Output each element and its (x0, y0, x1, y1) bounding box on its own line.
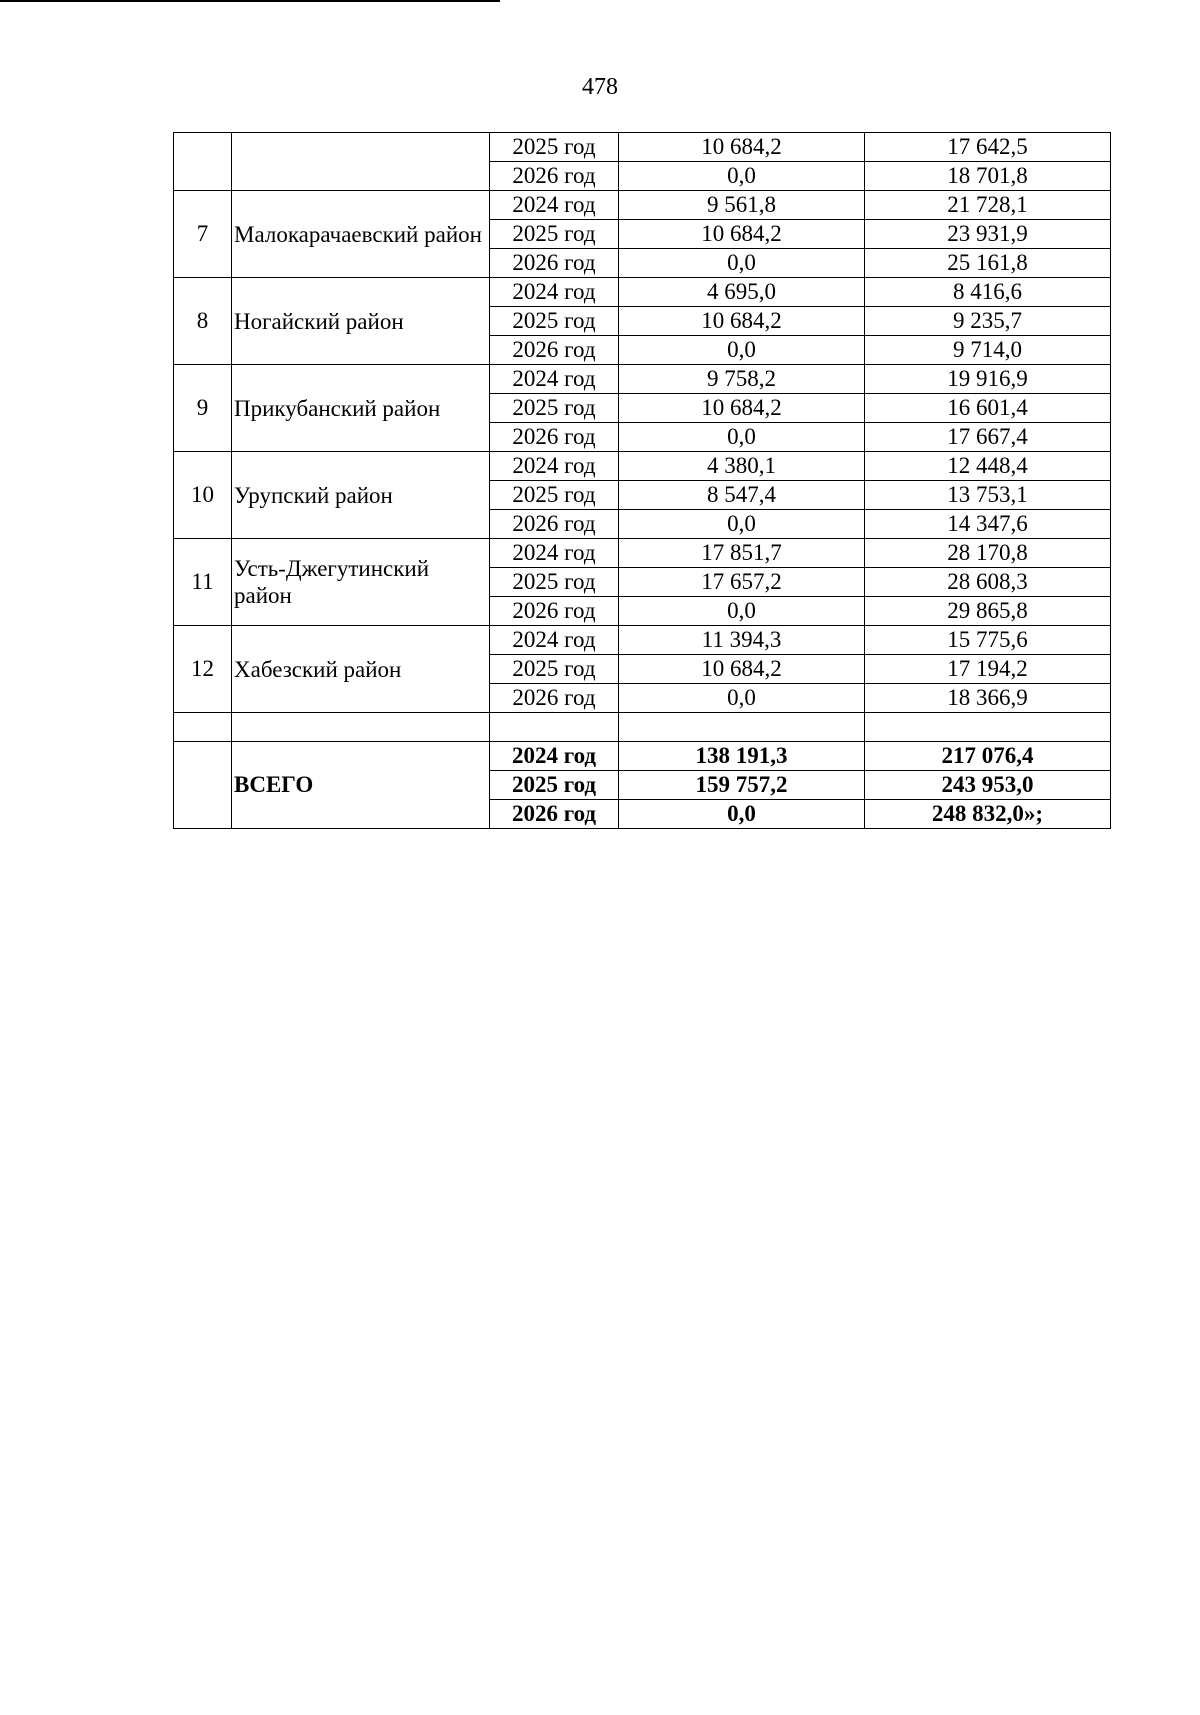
value-cell: 17 851,7 (619, 539, 865, 568)
empty-cell (232, 713, 490, 742)
total-row (174, 742, 1111, 771)
value-cell: 9 235,7 (865, 307, 1111, 336)
value-cell: 217 076,4 (865, 742, 1111, 771)
carry-name-cell (232, 133, 490, 191)
value-cell: 138 191,3 (619, 742, 865, 771)
value-cell: 248 832,0»; (865, 800, 1111, 829)
year-cell: 2025 год (490, 771, 619, 800)
district-name: Хабезский район (232, 626, 490, 713)
year-cell: 2026 год (490, 249, 619, 278)
total-num-cell (174, 742, 232, 829)
table-row (174, 452, 1111, 481)
carry-num-cell (174, 133, 232, 191)
value-cell: 10 684,2 (619, 307, 865, 336)
value-cell: 0,0 (619, 162, 865, 191)
year-cell: 2025 год (490, 307, 619, 336)
district-number: 11 (174, 539, 232, 626)
district-name: Малокарачаевский район (232, 191, 490, 278)
value-cell: 9 714,0 (865, 336, 1111, 365)
value-cell: 159 757,2 (619, 771, 865, 800)
table-row (174, 133, 1111, 162)
value-cell: 243 953,0 (865, 771, 1111, 800)
table-row (174, 365, 1111, 394)
value-cell: 16 601,4 (865, 394, 1111, 423)
empty-row (174, 713, 1111, 742)
value-cell: 0,0 (619, 684, 865, 713)
year-cell: 2025 год (490, 481, 619, 510)
table-row (174, 191, 1111, 220)
value-cell: 4 695,0 (619, 278, 865, 307)
value-cell: 9 561,8 (619, 191, 865, 220)
value-cell: 0,0 (619, 597, 865, 626)
year-cell: 2024 год (490, 278, 619, 307)
year-cell: 2025 год (490, 568, 619, 597)
district-name: Усть-Джегутинский район (232, 539, 490, 626)
district-number: 8 (174, 278, 232, 365)
district-budget-table (173, 132, 1111, 829)
value-cell: 15 775,6 (865, 626, 1111, 655)
value-cell: 8 416,6 (865, 278, 1111, 307)
value-cell: 0,0 (619, 800, 865, 829)
value-cell: 21 728,1 (865, 191, 1111, 220)
empty-cell (865, 713, 1111, 742)
year-cell: 2025 год (490, 220, 619, 249)
value-cell: 0,0 (619, 423, 865, 452)
value-cell: 9 758,2 (619, 365, 865, 394)
year-cell: 2026 год (490, 597, 619, 626)
value-cell: 10 684,2 (619, 220, 865, 249)
value-cell: 19 916,9 (865, 365, 1111, 394)
year-cell: 2024 год (490, 626, 619, 655)
value-cell: 10 684,2 (619, 655, 865, 684)
value-cell: 28 170,8 (865, 539, 1111, 568)
year-cell: 2025 год (490, 394, 619, 423)
value-cell: 25 161,8 (865, 249, 1111, 278)
value-cell: 23 931,9 (865, 220, 1111, 249)
value-cell: 29 865,8 (865, 597, 1111, 626)
value-cell: 14 347,6 (865, 510, 1111, 539)
district-number: 7 (174, 191, 232, 278)
year-cell: 2024 год (490, 452, 619, 481)
year-cell: 2026 год (490, 510, 619, 539)
value-cell: 10 684,2 (619, 394, 865, 423)
empty-cell (490, 713, 619, 742)
empty-cell (619, 713, 865, 742)
value-cell: 17 194,2 (865, 655, 1111, 684)
value-cell: 17 657,2 (619, 568, 865, 597)
value-cell: 13 753,1 (865, 481, 1111, 510)
value-cell: 18 366,9 (865, 684, 1111, 713)
district-name: Урупский район (232, 452, 490, 539)
value-cell: 11 394,3 (619, 626, 865, 655)
district-name: Ногайский район (232, 278, 490, 365)
year-cell: 2025 год (490, 655, 619, 684)
value-cell: 0,0 (619, 336, 865, 365)
value-cell: 12 448,4 (865, 452, 1111, 481)
value-cell: 0,0 (619, 510, 865, 539)
total-label: ВСЕГО (232, 742, 490, 829)
value-cell: 18 701,8 (865, 162, 1111, 191)
year-cell: 2026 год (490, 336, 619, 365)
empty-cell (174, 713, 232, 742)
page-number: 478 (582, 74, 618, 100)
district-number: 9 (174, 365, 232, 452)
value-cell: 8 547,4 (619, 481, 865, 510)
value-cell: 4 380,1 (619, 452, 865, 481)
year-cell: 2026 год (490, 800, 619, 829)
year-cell: 2026 год (490, 162, 619, 191)
table-row (174, 626, 1111, 655)
district-number: 10 (174, 452, 232, 539)
top-edge-rule (0, 0, 500, 2)
year-cell: 2025 год (490, 133, 619, 162)
table-row (174, 278, 1111, 307)
year-cell: 2026 год (490, 684, 619, 713)
value-cell: 0,0 (619, 249, 865, 278)
year-cell: 2026 год (490, 423, 619, 452)
value-cell: 17 667,4 (865, 423, 1111, 452)
district-number: 12 (174, 626, 232, 713)
district-name: Прикубанский район (232, 365, 490, 452)
year-cell: 2024 год (490, 365, 619, 394)
year-cell: 2024 год (490, 191, 619, 220)
value-cell: 17 642,5 (865, 133, 1111, 162)
year-cell: 2024 год (490, 742, 619, 771)
value-cell: 28 608,3 (865, 568, 1111, 597)
year-cell: 2024 год (490, 539, 619, 568)
table-row (174, 539, 1111, 568)
value-cell: 10 684,2 (619, 133, 865, 162)
